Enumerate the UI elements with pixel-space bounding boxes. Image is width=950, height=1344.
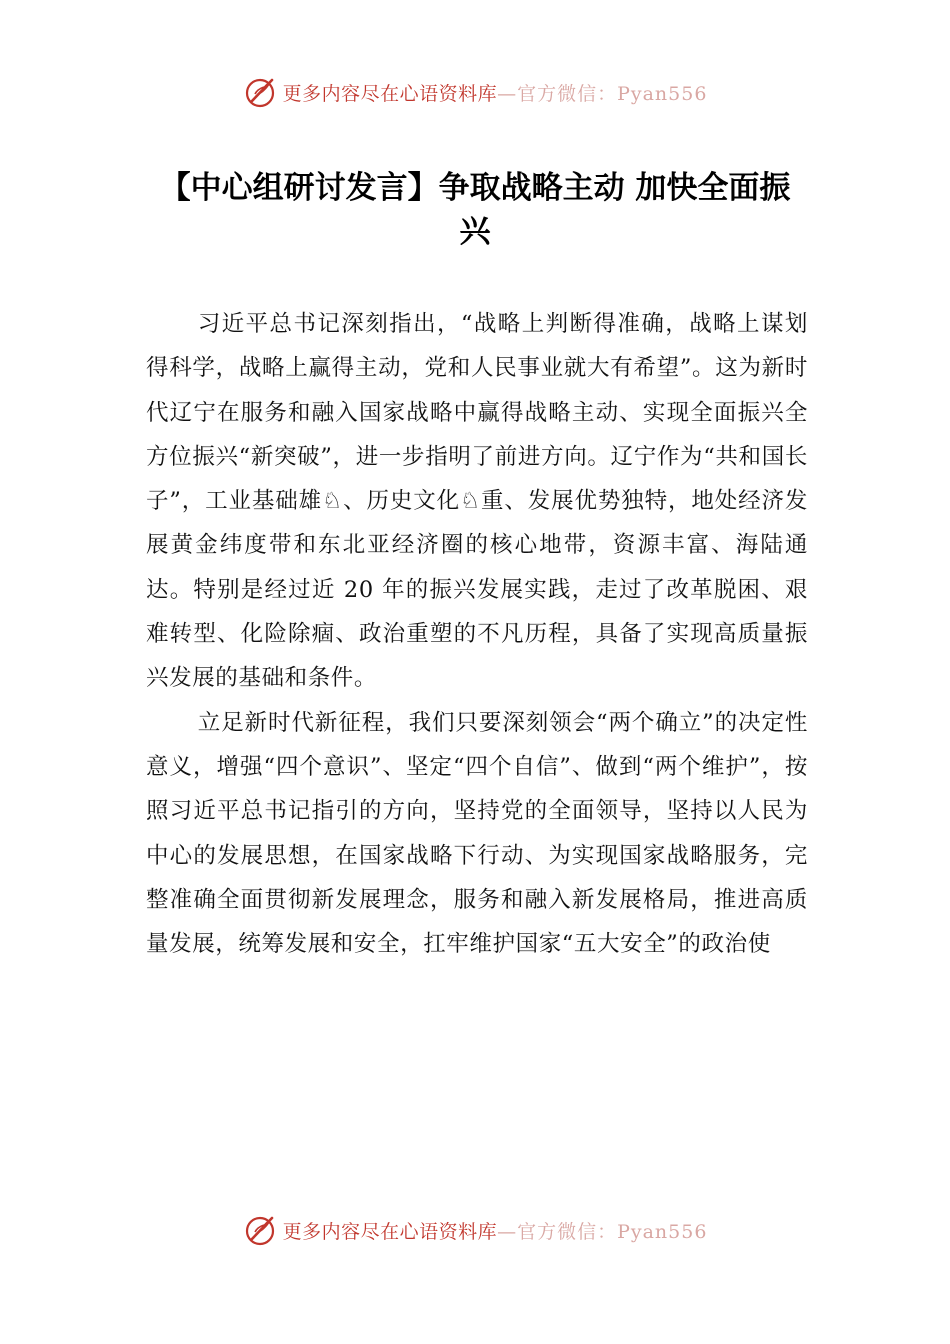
paragraph: 习近平总书记深刻指出，“战略上判断得准确，战略上谋划得科学，战略上赢得主动，党和人民事业就大有希望”。这为新时代辽宁在服务和融入国家战略中赢得战略主动、实现全面振兴全方位振兴“新突破”，进一步指明了前进方向。辽宁作为“共和国长子”，工业基础雄♘、历史文化♘重、发展优势独特，地处经济发展黄金纬度带和东北亚经济圈的核心地带，资源丰富、海陆通达。特别是经过近 20 年的振兴发展实践，走过了改革脱困、艰难转型、化险除痼、政治重塑的不凡历程，具备了实现高质量振兴发展的基础和条件。 [146, 311, 808, 692]
header-banner [0, 72, 950, 112]
document-title: 【中心组研讨发言】争取战略主动 加快全面振兴 [159, 170, 791, 250]
paragraph: 立足新时代新征程，我们只要深刻领会“两个确立”的决定性意义，增强“四个意识”、坚定“四个自信”、做到“两个维护”，按照习近平总书记指引的方向，坚持党的全面领导，坚持以人民为中心的发展思想，在国家战略下行动、为实现国家战略服务，完整准确全面贯彻新发展理念，服务和融入新发展格局，推进高质量发展，统筹发展和安全，扛牢维护国家“五大安全”的政治使 [146, 709, 808, 958]
footer-banner [0, 1210, 950, 1250]
banner-text: 更多内容尽在心语资料库 [282, 1220, 498, 1243]
banner-contact: —官方微信：Pyan556 [497, 1220, 708, 1243]
banner-contact: —官方微信：Pyan556 [497, 82, 708, 105]
document-body [146, 302, 808, 966]
quill-logo-icon [243, 74, 279, 110]
quill-logo-icon [243, 1212, 279, 1248]
banner-text: 更多内容尽在心语资料库 [282, 82, 498, 105]
